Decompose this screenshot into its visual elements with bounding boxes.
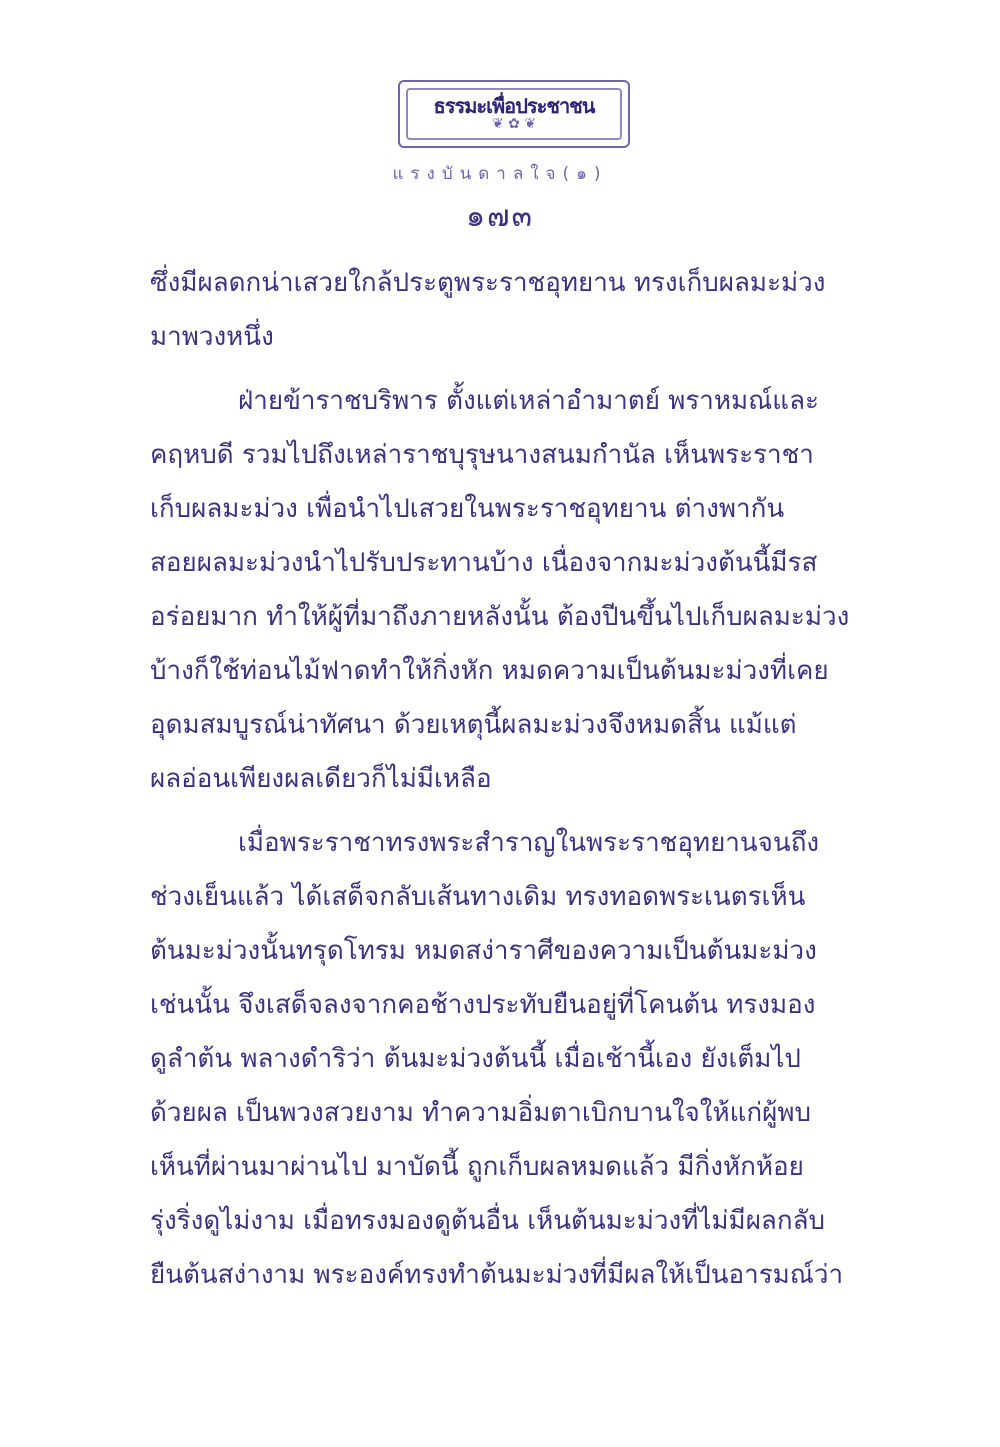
text-line: เก็บผลมะม่วง เพื่อนำไปเสวยในพระราชอุทยาน ต่างพากัน: [150, 494, 785, 524]
paragraph: [150, 256, 872, 364]
paragraph: [150, 816, 872, 1302]
paragraph: [150, 374, 872, 806]
text-line: คฤหบดี รวมไปถึงเหล่าราชบุรุษนางสนมกำนัล เห็นพระราชา: [150, 440, 814, 470]
text-line: มาพวงหนึ่ง: [150, 322, 274, 352]
chapter-subtitle: แรงบันดาลใจ(๑): [392, 164, 608, 184]
text-line: เห็นที่ผ่านมาผ่านไป มาบัดนี้ ถูกเก็บผลหมดแล้ว มีกิ่งหักห้อย: [150, 1152, 804, 1182]
page-number: ๑๗๓: [465, 199, 535, 234]
text-line: อร่อยมาก ทำให้ผู้ที่มาถึงภายหลังนั้น ต้องปีนขึ้นไปเก็บผลมะม่วง: [150, 602, 850, 632]
text-line: ยืนต้นสง่างาม พระองค์ทรงทำต้นมะม่วงที่มีผลให้เป็นอารมณ์ว่า: [150, 1260, 844, 1290]
logo-ornament: ❦ ✿ ❦: [491, 116, 537, 132]
text-line: ต้นมะม่วงนั้นทรุดโทรม หมดสง่าราศีของความเป็นต้นมะม่วง: [150, 936, 817, 966]
text-line: บ้างก็ใช้ท่อนไม้ฟาดทำให้กิ่งหัก หมดความเป็นต้นมะม่วงที่เคย: [150, 656, 829, 686]
text-line: อุดมสมบูรณ์น่าทัศนา ด้วยเหตุนี้ผลมะม่วงจึงหมดสิ้น แม้แต่: [150, 710, 797, 740]
text-line: ฝ่ายข้าราชบริพาร ตั้งแต่เหล่าอำมาตย์ พราหมณ์และ: [238, 386, 819, 416]
text-line: ผลอ่อนเพียงผลเดียวก็ไม่มีเหลือ: [150, 764, 492, 794]
body-text: [150, 256, 872, 1302]
text-line: เช่นนั้น จึงเสด็จลงจากคอช้างประทับยืนอยู่ที่โคนต้น ทรงมอง: [150, 990, 816, 1020]
text-line: ดูลำต้น พลางดำริว่า ต้นมะม่วงต้นนี้ เมื่อเช้านี้เอง ยังเต็มไป: [150, 1044, 801, 1074]
logo-text: ธรรมะเพื่อประชาชน: [433, 94, 595, 118]
text-line: รุ่งริ่งดูไม่งาม เมื่อทรงมองดูต้นอื่น เห็นต้นมะม่วงที่ไม่มีผลกลับ: [150, 1206, 826, 1236]
text-line: เมื่อพระราชาทรงพระสำราญในพระราชอุทยานจนถึง: [238, 828, 820, 858]
text-line: ช่วงเย็นแล้ว ได้เสด็จกลับเส้นทางเดิม ทรงทอดพระเนตรเห็น: [150, 882, 806, 912]
text-line: ด้วยผล เป็นพวงสวยงาม ทำความอิ่มตาเบิกบานใจให้แก่ผู้พบ: [150, 1098, 812, 1128]
logo: [398, 80, 630, 148]
text-line: สอยผลมะม่วงนำไปรับประทานบ้าง เนื่องจากมะม่วงต้นนี้มีรส: [150, 548, 818, 578]
text-line: ซึ่งมีผลดกน่าเสวยใกล้ประตูพระราชอุทยาน ทรงเก็บผลมะม่วง: [150, 268, 826, 298]
